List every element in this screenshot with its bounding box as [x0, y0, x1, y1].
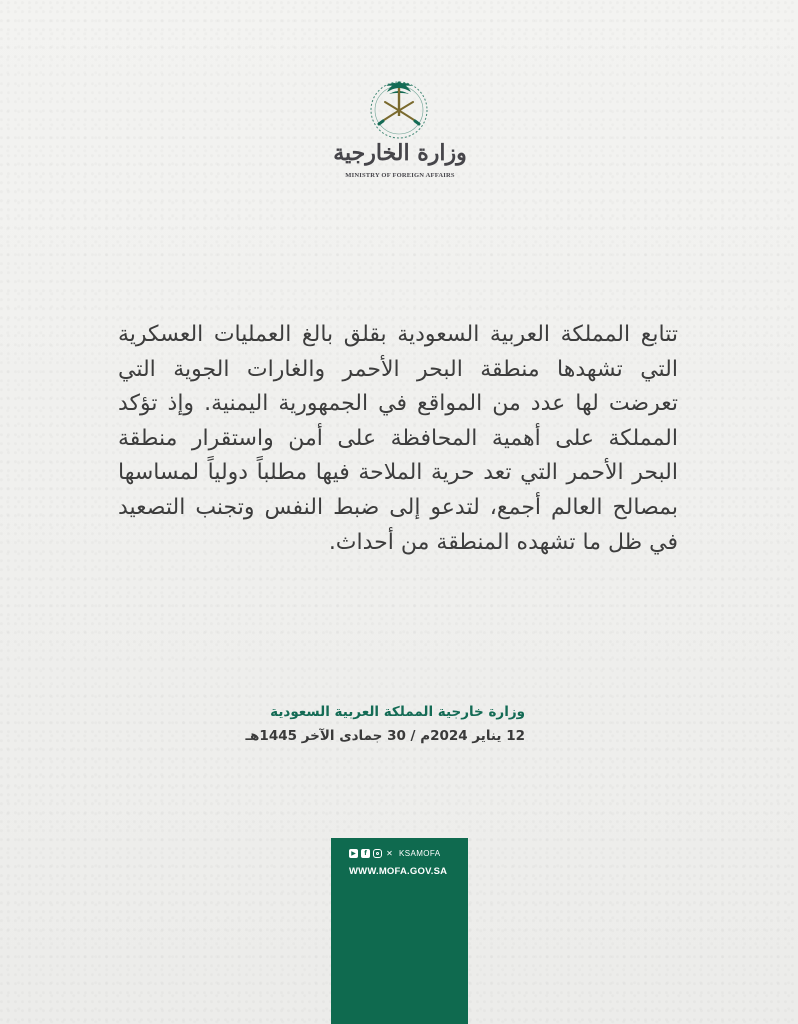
social-links	[349, 849, 440, 858]
website-link[interactable]: WWW.MOFA.GOV.SA	[349, 866, 448, 877]
ministry-name-arabic: وزارة الخارجية	[333, 140, 467, 166]
signature-issuer: وزارة خارجية المملكة العربية السعودية	[270, 704, 525, 720]
statement-body: تتابع المملكة العربية السعودية بقلق بالغ العمليات العسكرية التي تشهدها منطقة البحر الأحمر والغارات الجوية التي تعرضت لها عدد من المواقع في الجمهورية اليمنية. وإذ تؤكد المملكة على أهمية المحافظة على أمن واستقرار منطقة البحر الأحمر التي تعد حرية الملاحة فيها مطلباً دولياً لمساسها بمصالح العالم أجمع، لتدعو إلى ضبط النفس وتجنب التصعيد في ظل ما تشهده المنطقة من أحداث.	[118, 322, 678, 555]
instagram-icon[interactable]	[373, 849, 382, 858]
youtube-icon[interactable]: ▶	[349, 849, 358, 858]
ministry-name-english: MINISTRY OF FOREIGN AFFAIRS	[345, 172, 455, 179]
x-icon[interactable]: ✕	[386, 849, 393, 858]
social-handle: KSAMOFA	[399, 849, 441, 858]
saudi-emblem-icon	[363, 72, 435, 144]
facebook-icon[interactable]: f	[361, 849, 370, 858]
footer-contact-panel	[331, 838, 468, 1024]
signature-date: 12 يناير 2024م / 30 جمادى الآخر 1445هـ	[245, 728, 525, 744]
